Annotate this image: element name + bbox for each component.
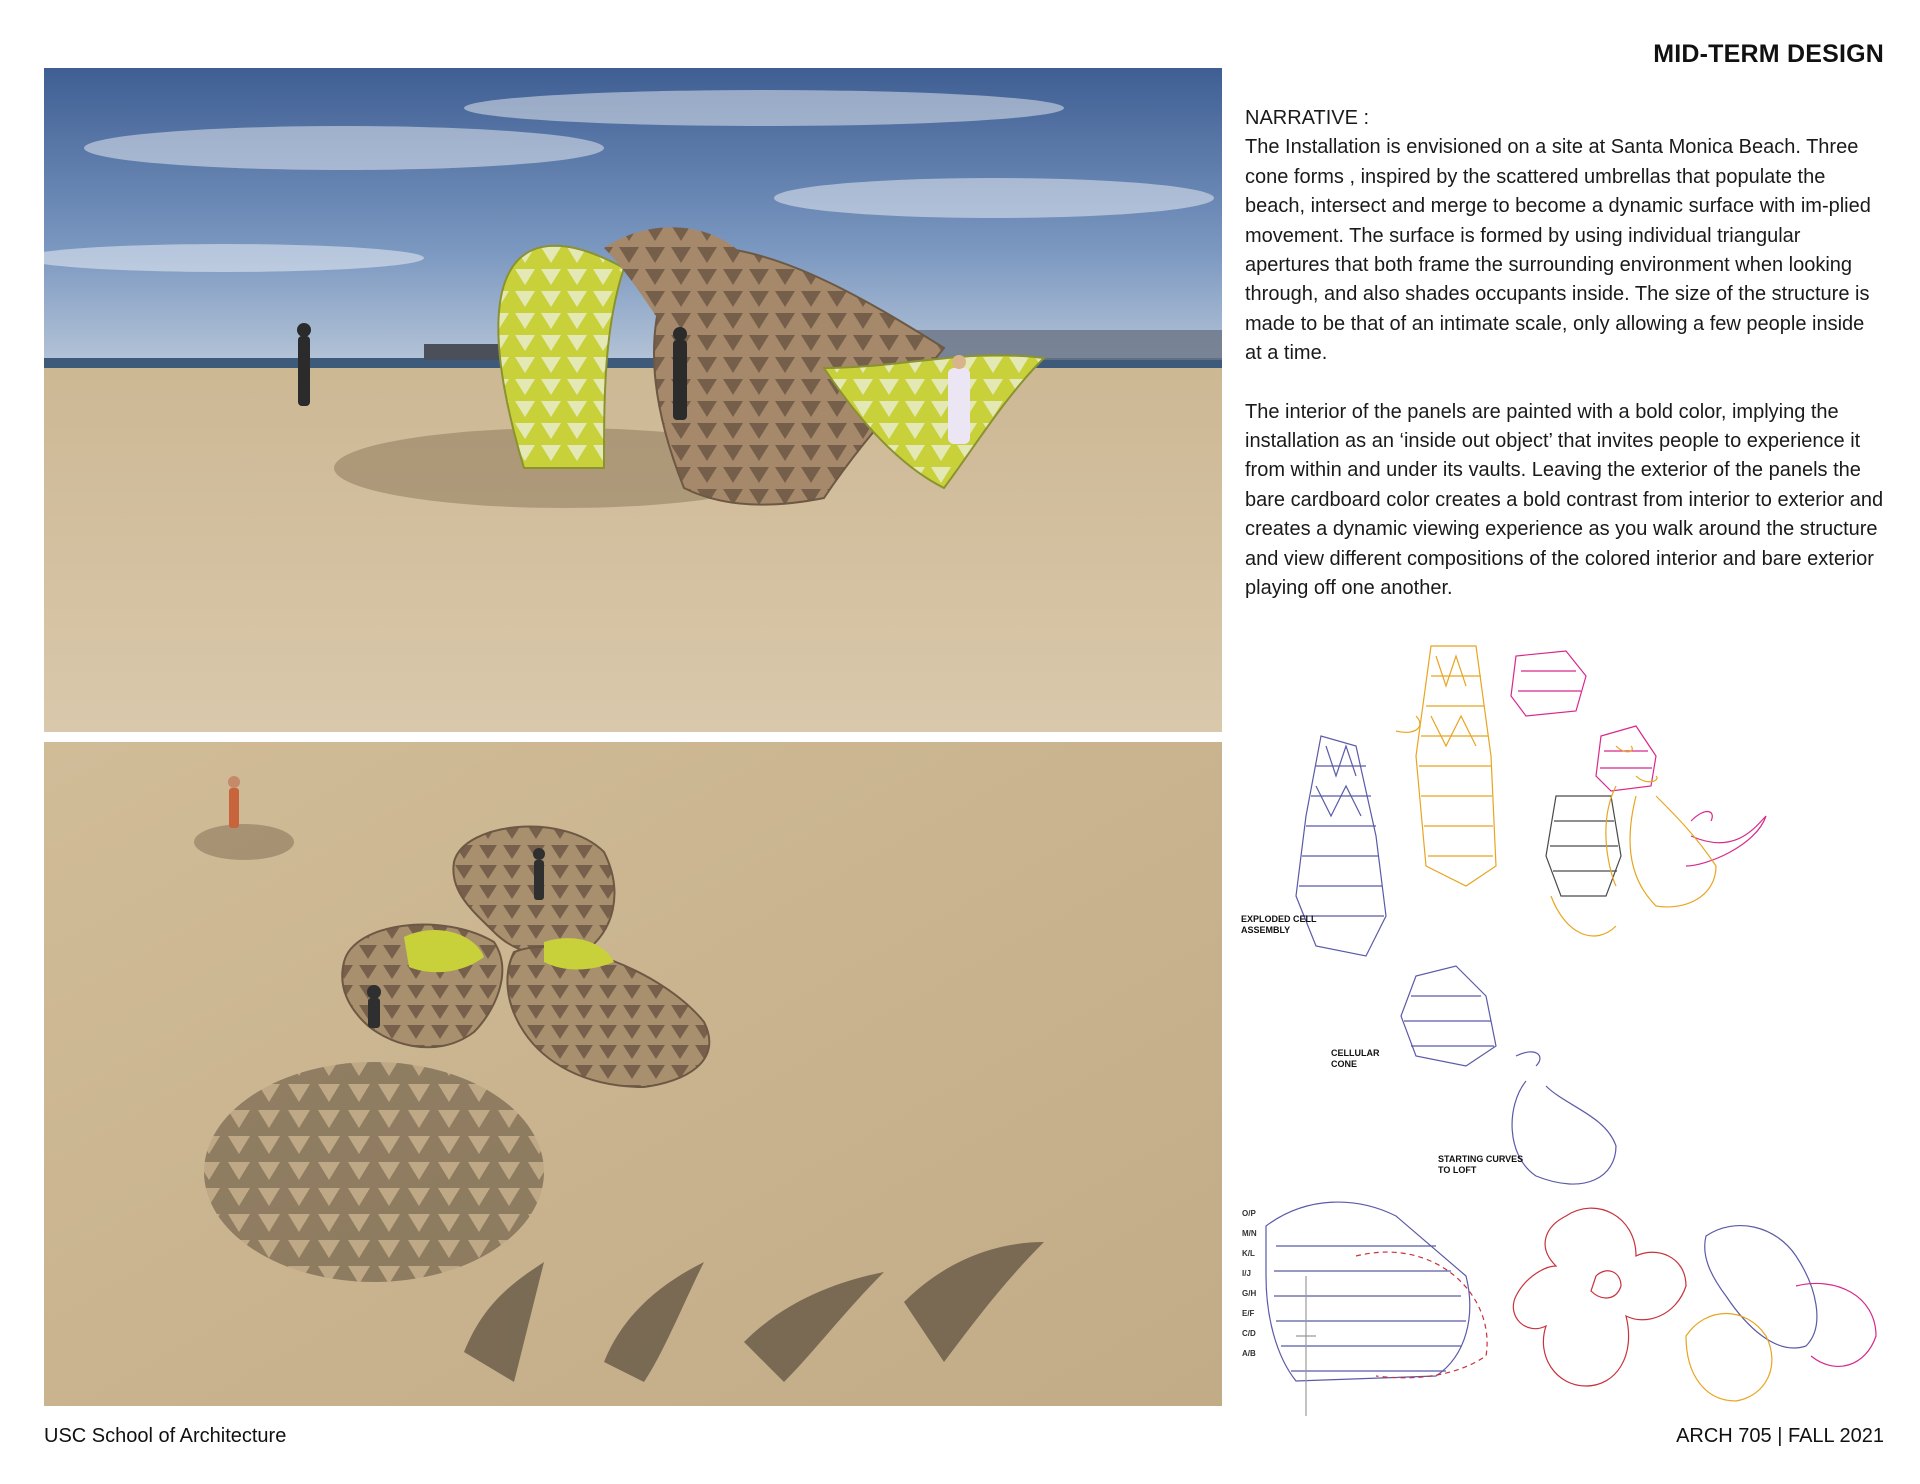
starting-curves-label: STARTING CURVES TO LOFT (1438, 1154, 1524, 1175)
cellular-cone-diagram (1546, 796, 1621, 896)
ring-section-diagram (1513, 1208, 1686, 1386)
footer-course: ARCH 705 | FALL 2021 (1676, 1425, 1884, 1447)
starting-curve-diagram (1630, 776, 1716, 907)
page-title: MID-TERM DESIGN (1653, 40, 1884, 68)
exploded-cell-assembly-diagram (1416, 646, 1496, 886)
narrative-section (1245, 104, 1885, 604)
exploded-cell-assembly-label: EXPLODED CELL ASSEMBLY (1241, 914, 1317, 935)
ring-section-diagram (1796, 1283, 1876, 1366)
narrative-paragraph: The interior of the panels are painted with a bold color, implying the installation as an ‘inside out object’ that invites people to experience it from within and under its vaults. Leaving the exterior of the panels the bare cardboard color creates a bold contrast from interior to exterior and creates a dynamic viewing experience as you walk around the structure and view different compositions of the colored interior and bare exterior playing off one another. (1245, 400, 1884, 600)
narrative-heading: NARRATIVE : (1245, 107, 1370, 129)
narrative-paragraph: The Installation is envisioned on a site at Santa Monica Beach. Three cone forms , inspired by the scattered umbrellas that populate the beach, intersect and merge to become a dynamic surface with im-plied movement. The surface is formed by using individual triangular apertures that both frame the surrounding environment when looking through, and also shades occupants inside. The size of the structure is made to be that of an intimate scale, only allowing a few people inside at a time. (1245, 136, 1871, 365)
cellular-cone-label: CELLULAR CONE (1331, 1048, 1380, 1069)
render-aerial-image (44, 742, 1222, 1406)
cellular-cone-diagram (1401, 966, 1496, 1066)
ring-labels: O/P M/N K/L I/J G/H E/F C/D A/B (1242, 1209, 1257, 1358)
footer-school: USC School of Architecture (44, 1425, 287, 1447)
cellular-cone-diagram (1551, 746, 1632, 936)
ring-section-diagram (1266, 1202, 1487, 1416)
starting-curve-diagram (1512, 1052, 1616, 1184)
starting-curve-diagram (1396, 716, 1420, 732)
render-perspective-image (44, 68, 1222, 732)
ring-section-diagram (1686, 1314, 1772, 1402)
diagram-panel (1236, 636, 1900, 1426)
